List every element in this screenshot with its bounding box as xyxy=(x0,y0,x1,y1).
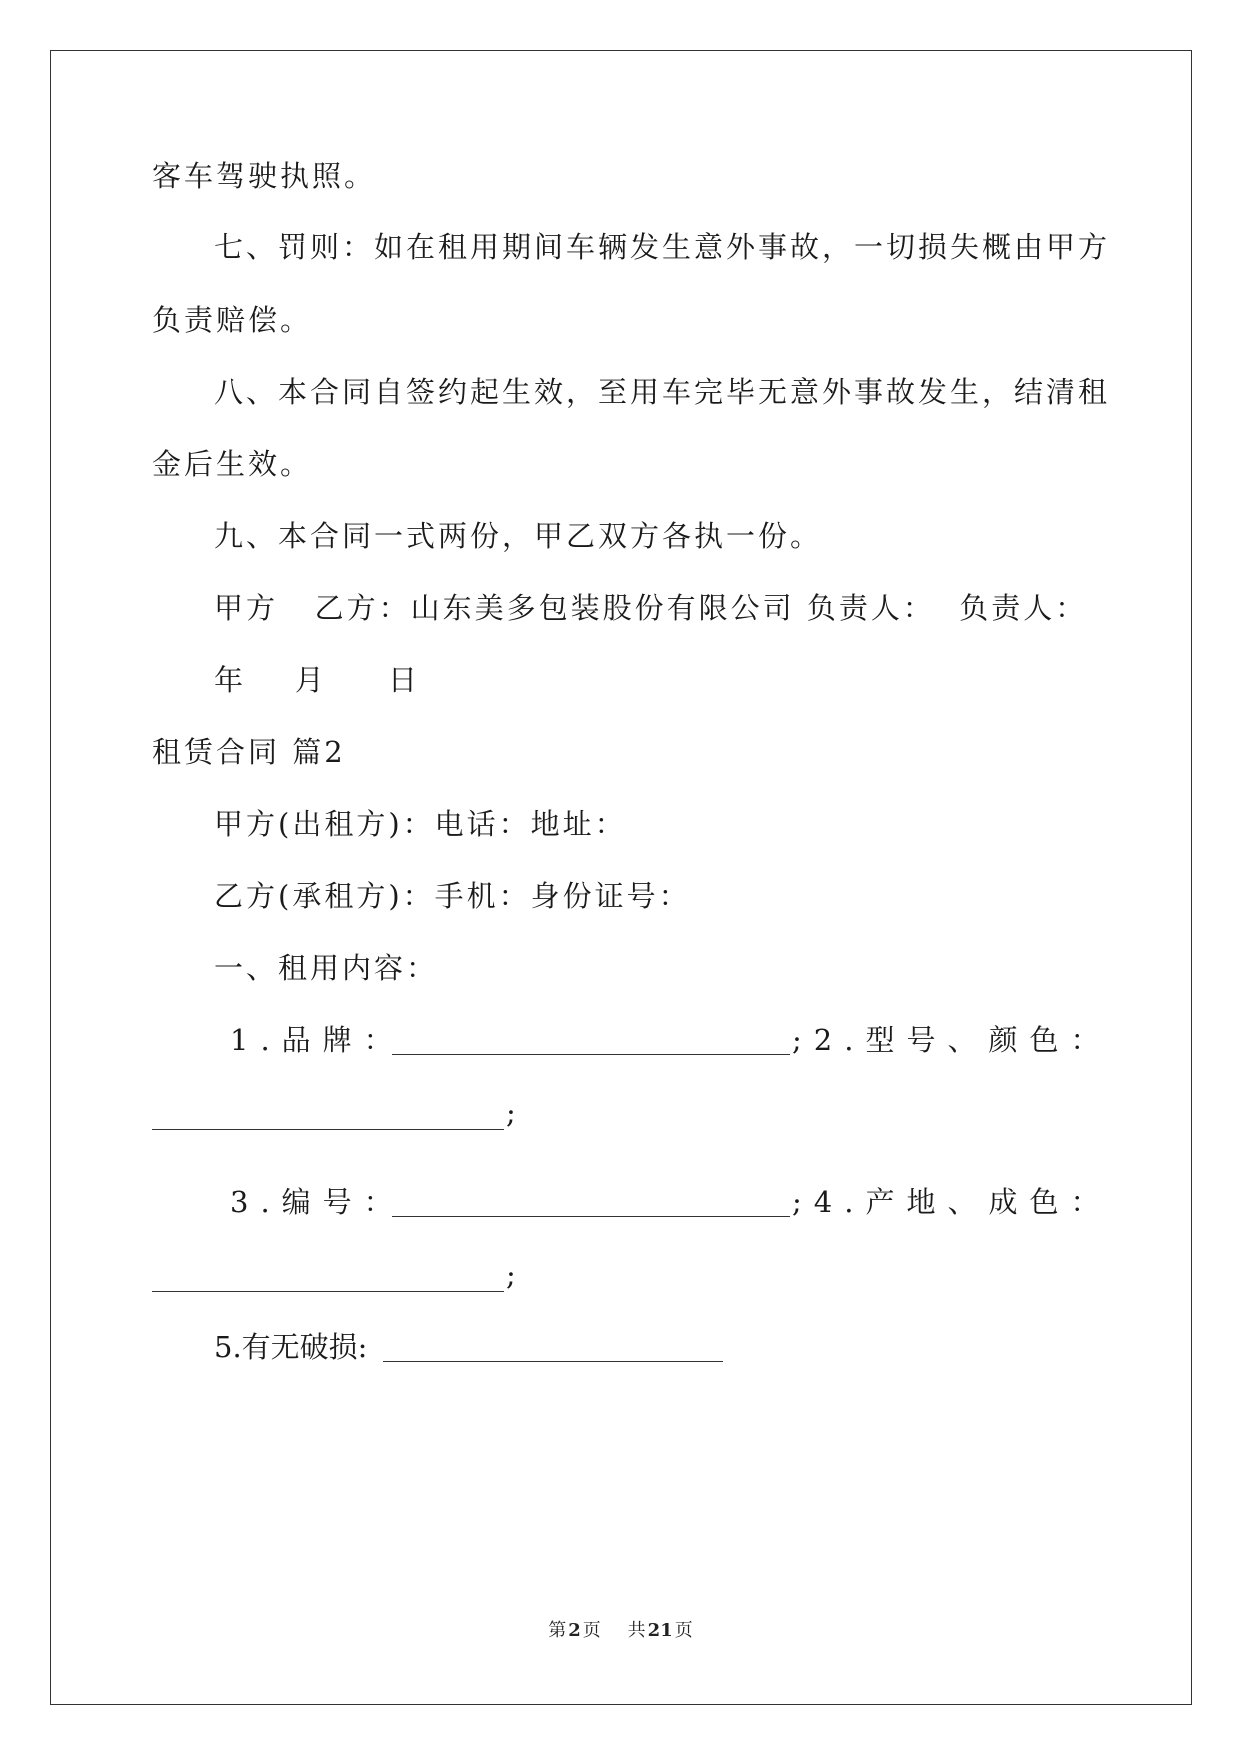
footer-total-prefix: 共 xyxy=(627,1620,646,1641)
model-color-label: ;2.型号、颜色： xyxy=(792,1023,1112,1057)
origin-condition-field[interactable] xyxy=(152,1265,504,1292)
text-line: 客车驾驶执照。 xyxy=(152,159,377,193)
brand-field[interactable] xyxy=(392,1028,790,1055)
footer-page-suffix: 页 xyxy=(582,1620,601,1641)
text-line-copies: 九、本合同一式两份，甲乙双方各执一份。 xyxy=(214,519,823,553)
party-a-line: 甲方(出租方)：电话：地址： xyxy=(214,807,627,841)
date-line: 年 月 日 xyxy=(214,663,420,697)
footer-page-prefix: 第 xyxy=(548,1620,567,1641)
text-line: 负责赔偿。 xyxy=(152,303,313,337)
footer-page-number: 2 xyxy=(568,1620,581,1641)
model-color-field[interactable] xyxy=(152,1103,504,1130)
footer-total-pages: 21 xyxy=(647,1620,673,1641)
rental-content-heading: 一、租用内容： xyxy=(214,951,439,985)
party-b-line: 乙方(承租方)：手机：身份证号： xyxy=(214,879,691,913)
semicolon: ; xyxy=(506,1258,516,1292)
text-line-penalty: 七、罚则：如在租用期间车辆发生意外事故，一切损失概由甲方 xyxy=(214,230,1111,264)
number-field[interactable] xyxy=(392,1190,790,1217)
section-heading: 租赁合同 篇2 xyxy=(152,735,346,769)
page-footer xyxy=(0,1616,1241,1642)
damage-field[interactable] xyxy=(383,1335,723,1362)
signature-line: 甲方 乙方：山东美多包装股份有限公司 负责人： 负责人： xyxy=(214,591,1088,625)
brand-label: 1.品牌： xyxy=(230,1023,405,1057)
number-label: 3.编号： xyxy=(230,1185,405,1219)
text-line-effective: 八、本合同自签约起生效，至用车完毕无意外事故发生，结清租 xyxy=(214,375,1111,409)
footer-total-suffix: 页 xyxy=(674,1620,693,1641)
text-line: 金后生效。 xyxy=(152,447,313,481)
semicolon: ; xyxy=(506,1096,516,1130)
origin-condition-label: ;4.产地、成色： xyxy=(792,1185,1112,1219)
damage-label: 5.有无破损: xyxy=(214,1330,368,1364)
